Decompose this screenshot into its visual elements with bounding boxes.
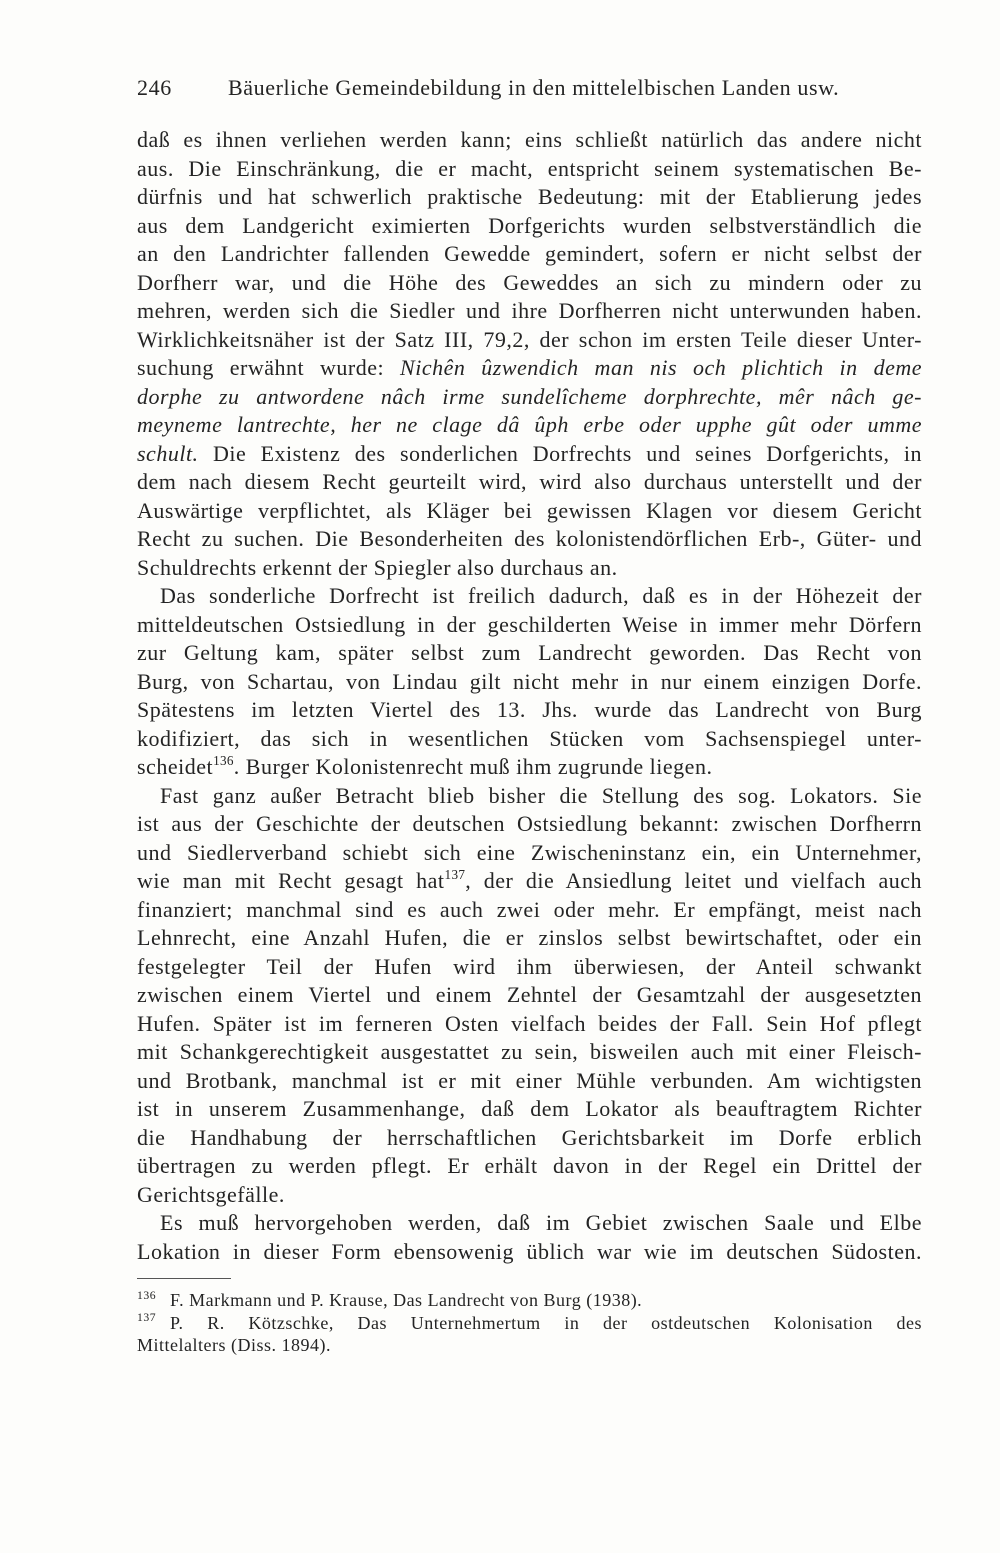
text-run: Spätestens im letzten Viertel des 13. Jhs. wurde das Landrecht von Burg [137,697,922,722]
text-line [137,725,922,754]
text-line [137,839,922,868]
text-line [137,611,922,640]
text-line [137,981,922,1010]
text-line [137,1038,922,1067]
text-line [137,326,922,355]
text-line [137,753,922,782]
italic-quotation: meyneme lantrechte, her ne clage dâ ûph erbe oder upphe gût oder umme [137,412,922,437]
text-line [137,924,922,953]
text-run: Hufen. Später ist im ferneren Osten vielfach beides der Fall. Sein Hof pflegt [137,1010,922,1036]
text-run: daß es ihnen verliehen werden kann; eins schließt natürlich das andere nicht [137,127,922,152]
text-run: aus. Die Einschränkung, die er macht, entspricht seinem systematischen Be- [137,155,922,181]
text-run: zur Geltung kam, später selbst zum Landrecht geworden. Das Recht von [137,640,922,665]
text-line [137,497,922,526]
text-run: Das sonderliche Dorfrecht ist freilich dadurch, daß es in der Höhezeit der [160,583,922,608]
running-title: Bäuerliche Gemeindebildung in den mittelelbischen Landen usw. [228,75,840,100]
text-line [137,1095,922,1124]
body-text [137,126,922,1266]
text-run: Fast ganz außer Betracht blieb bisher die Stellung des sog. Lokators. Sie [160,782,922,808]
text-run: mehren, werden sich die Siedler und ihre Dorfherren nicht unterwunden haben. [137,298,922,323]
footnote-reference: 137 [444,866,466,882]
footnote [137,1289,922,1312]
text-line [137,269,922,298]
text-run: Schuldrechts erkennt der Spiegler also durchaus an. [137,554,618,580]
footnote-line [137,1334,922,1357]
text-run: und Siedlerverband schiebt sich eine Zwischeninstanz ein, ein Unternehmer, [137,839,922,865]
footnotes [137,1289,922,1357]
text-line [137,183,922,212]
text-line [137,383,922,412]
text-run: ist aus der Geschichte der deutschen Ostsiedlung bekannt: zwischen Dorfherrn [137,811,922,836]
text-line [137,782,922,811]
text-line [137,155,922,184]
paragraph [137,126,922,582]
text-line [137,953,922,982]
text-line [137,126,922,155]
text-line [137,867,922,896]
text-run: dürfnis und hat schwerlich praktische Bedeutung: mit der Etablierung jedes [137,184,922,209]
text-run: scheidet [137,754,214,779]
text-run: Lehnrecht, eine Anzahl Hufen, die er zinslos selbst bewirtschaftet, oder ein [137,925,922,950]
paragraph [137,582,922,782]
text-line [137,1010,922,1039]
text-line [137,554,922,583]
text-run: Gerichtsgefälle. [137,1181,285,1207]
text-run: Dorfherr war, und die Höhe des Geweddes an sich zu mindern oder zu [137,269,922,295]
text-run: finanziert; manchmal sind es auch zwei oder mehr. Er empfängt, meist nach [137,896,922,922]
text-line [137,468,922,497]
footnote-text: Mittelalters (Diss. 1894). [137,1335,331,1355]
text-line [137,1238,922,1267]
text-line [137,212,922,241]
text-line [137,440,922,469]
footnote-text: F. Markmann und P. Krause, Das Landrecht von Burg (1938). [170,1290,643,1310]
text-run: dem nach diesem Recht geurteilt wird, wird also durchaus unterstellt und der [137,469,922,494]
footnote-number: 137 [137,1311,157,1325]
text-run: kodifiziert, das sich in wesentlichen Stücken vom Sachsenspiegel unter- [137,725,922,751]
text-line [137,525,922,554]
text-run: mitteldeutschen Ostsiedlung in der geschilderten Weise in immer mehr Dörfern [137,611,922,637]
text-line [137,1152,922,1181]
text-run: und Brotbank, manchmal ist er mit einer Mühle verbunden. Am wichtigsten [137,1067,922,1093]
text-run: Die Existenz des sonderlichen Dorfrechts und seines Dorfgerichts, in [198,440,922,466]
text-run: aus dem Landgericht eximierten Dorfgerichts wurden selbstverständlich die [137,212,922,238]
text-line [137,297,922,326]
paragraph [137,1209,922,1266]
text-run: Recht zu suchen. Die Besonderheiten des kolonistendörflichen Erb-, Güter- und [137,526,922,551]
text-run: Es muß hervorgehoben werden, daß im Gebiet zwischen Saale und Elbe [160,1210,922,1235]
text-line [137,1181,922,1210]
text-run: festgelegter Teil der Hufen wird ihm überwiesen, der Anteil schwankt [137,953,922,979]
text-line [137,696,922,725]
text-line [137,582,922,611]
footnote-number: 136 [137,1288,157,1302]
text-line [137,1209,922,1238]
text-run: Lokation in dieser Form ebensowenig üblich war wie im deutschen Südosten. [137,1238,922,1264]
text-run: an den Landrichter fallenden Gewedde gemindert, sofern er nicht selbst der [137,241,922,266]
text-run: ist in unserem Zusammenhange, daß dem Lokator als beauftragtem Richter [137,1096,922,1121]
footnote-reference: 136 [213,752,234,768]
text-run: Wirklichkeitsnäher ist der Satz III, 79,2, der schon im ersten Teile dieser Unter- [137,326,922,352]
text-run: . Burger Kolonistenrecht muß ihm zugrunde liegen. [233,754,713,779]
text-line [137,240,922,269]
text-run: die Handhabung der herrschaftlichen Gerichtsbarkeit im Dorfe erblich [137,1124,922,1150]
footnote-text: P. R. Kötzschke, Das Unternehmertum in der ostdeutschen Kolonisation des [170,1312,922,1333]
text-line [137,411,922,440]
text-run: suchung erwähnt wurde: [137,355,401,380]
footnote [137,1312,922,1357]
text-line [137,354,922,383]
italic-quotation: Nichên ûzwendich man nis och plichtich in deme [400,355,922,380]
text-run: zwischen einem Viertel und einem Zehntel der Gesamtzahl der ausgesetzten [137,982,922,1007]
italic-quotation: schult. [137,440,199,466]
text-line [137,1124,922,1153]
text-run: übertragen zu werden pflegt. Er erhält davon in der Regel ein Drittel der [137,1153,922,1178]
page-number: 246 [137,75,172,100]
text-line [137,639,922,668]
text-line [137,896,922,925]
text-run: Burg, von Schartau, von Lindau gilt nicht mehr in nur einem einzigen Dorfe. [137,668,922,694]
italic-quotation: dorphe zu antwordene nâch irme sundelîcheme dorphrechte, mêr nâch ge- [137,383,922,409]
running-head [137,74,922,102]
footnote-line [137,1289,922,1312]
text-line [137,810,922,839]
text-run: Auswärtige verpflichtet, als Kläger bei gewissen Klagen vor diesem Gericht [137,497,922,523]
text-run: mit Schankgerechtigkeit ausgestattet zu sein, bisweilen auch mit einer Fleisch- [137,1039,922,1064]
footnote-line [137,1312,922,1335]
footnote-separator [137,1278,231,1279]
text-line [137,668,922,697]
text-run: wie man mit Recht gesagt hat [137,868,445,893]
paragraph [137,782,922,1210]
text-run: , der die Ansiedlung leitet und vielfach auch [465,868,923,893]
text-line [137,1067,922,1096]
